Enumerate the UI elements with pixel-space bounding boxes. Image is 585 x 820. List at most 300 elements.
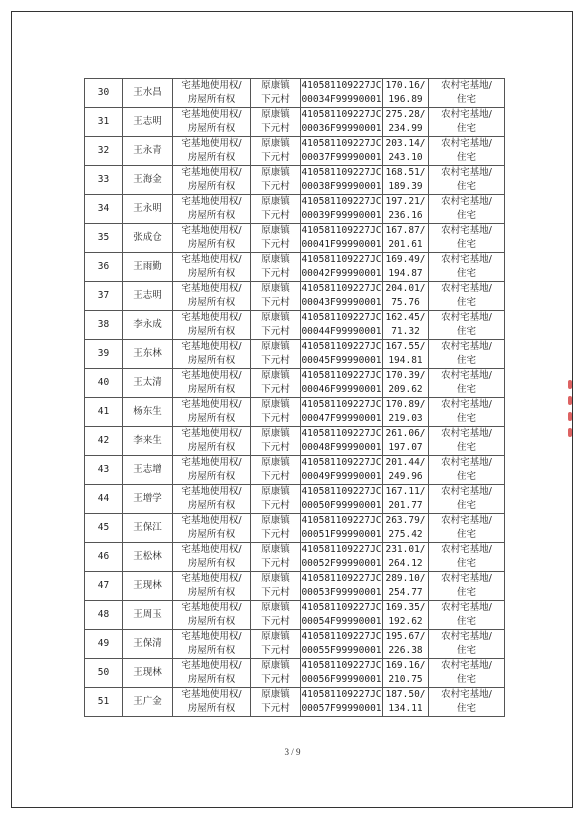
stamp-edge-mark	[568, 380, 574, 450]
table-row	[85, 514, 505, 543]
table-row	[85, 253, 505, 282]
right-type-line: 房屋所有权	[187, 558, 236, 569]
location-line: 下元村	[261, 152, 290, 163]
area-line: 167.55/	[385, 341, 426, 352]
area-line: 203.14/	[385, 138, 426, 149]
owner-name-cell: 王增学	[123, 485, 173, 514]
right-type-line: 房屋所有权	[187, 268, 236, 279]
right-type-line: 房屋所有权	[187, 384, 236, 395]
table-row	[85, 427, 505, 456]
area-cell	[383, 253, 429, 282]
location-line: 原康镇	[261, 399, 290, 410]
row-number-cell: 43	[85, 456, 123, 485]
land-use-line: 农村宅基地/	[441, 399, 492, 410]
location-line: 下元村	[261, 703, 290, 714]
area-line: 275.28/	[385, 109, 426, 120]
area-cell	[383, 572, 429, 601]
right-type-line: 房屋所有权	[187, 471, 236, 482]
location-cell	[251, 688, 301, 717]
area-line: 234.99	[388, 123, 423, 134]
unit-code-cell	[301, 514, 383, 543]
area-line: 264.12	[388, 558, 423, 569]
right-type-line: 房屋所有权	[187, 326, 236, 337]
owner-name-cell: 王雨勤	[123, 253, 173, 282]
location-line: 下元村	[261, 384, 290, 395]
row-number-cell: 31	[85, 108, 123, 137]
location-line: 下元村	[261, 239, 290, 250]
area-line: 195.67/	[385, 631, 426, 642]
location-cell	[251, 572, 301, 601]
area-cell	[383, 311, 429, 340]
right-type-line: 房屋所有权	[187, 674, 236, 685]
location-line: 原康镇	[261, 544, 290, 555]
unit-code-cell	[301, 166, 383, 195]
row-number-cell: 51	[85, 688, 123, 717]
unit-code-cell	[301, 311, 383, 340]
area-line: 197.21/	[385, 196, 426, 207]
land-use-line: 农村宅基地/	[441, 486, 492, 497]
table-row	[85, 688, 505, 717]
table-row	[85, 195, 505, 224]
area-line: 189.39	[388, 181, 423, 192]
right-type-line: 房屋所有权	[187, 355, 236, 366]
table-row	[85, 79, 505, 108]
row-number-cell: 41	[85, 398, 123, 427]
unit-code-line: 410581109227JC	[301, 428, 382, 439]
area-cell	[383, 601, 429, 630]
land-use-line: 住宅	[456, 529, 476, 540]
right-type-line: 房屋所有权	[187, 297, 236, 308]
table-row	[85, 543, 505, 572]
area-line: 71.32	[391, 326, 420, 337]
area-line: 75.76	[391, 297, 420, 308]
land-use-line: 住宅	[456, 210, 476, 221]
right-type-line: 房屋所有权	[187, 587, 236, 598]
location-line: 下元村	[261, 500, 290, 511]
row-number-cell: 44	[85, 485, 123, 514]
owner-name-cell: 王太清	[123, 369, 173, 398]
land-use-line: 住宅	[456, 471, 476, 482]
owner-name-cell: 王广金	[123, 688, 173, 717]
land-use-cell	[429, 369, 505, 398]
land-use-line: 农村宅基地/	[441, 370, 492, 381]
owner-name-cell: 王志明	[123, 108, 173, 137]
land-use-cell	[429, 224, 505, 253]
unit-code-line: 410581109227JC	[301, 660, 382, 671]
land-use-cell	[429, 340, 505, 369]
location-cell	[251, 659, 301, 688]
right-type-line: 房屋所有权	[187, 94, 236, 105]
unit-code-line: 00051F99990001	[301, 529, 382, 540]
location-line: 原康镇	[261, 138, 290, 149]
unit-code-cell	[301, 79, 383, 108]
area-line: 134.11	[388, 703, 423, 714]
row-number-cell: 46	[85, 543, 123, 572]
table-row	[85, 137, 505, 166]
table-row	[85, 630, 505, 659]
land-use-cell	[429, 311, 505, 340]
area-line: 243.10	[388, 152, 423, 163]
row-number-cell: 49	[85, 630, 123, 659]
land-use-line: 住宅	[456, 413, 476, 424]
area-line: 254.77	[388, 587, 423, 598]
register-table-body	[85, 79, 505, 717]
location-line: 原康镇	[261, 254, 290, 265]
right-type-line: 宅基地使用权/	[181, 399, 242, 410]
location-cell	[251, 485, 301, 514]
land-use-line: 农村宅基地/	[441, 544, 492, 555]
right-type-line: 宅基地使用权/	[181, 631, 242, 642]
unit-code-cell	[301, 456, 383, 485]
land-use-line: 住宅	[456, 442, 476, 453]
right-type-cell	[173, 543, 251, 572]
land-use-cell	[429, 427, 505, 456]
area-line: 261.06/	[385, 428, 426, 439]
owner-name-cell: 王保清	[123, 630, 173, 659]
area-line: 169.35/	[385, 602, 426, 613]
right-type-cell	[173, 166, 251, 195]
unit-code-line: 00057F99990001	[301, 703, 382, 714]
location-line: 原康镇	[261, 486, 290, 497]
land-use-line: 农村宅基地/	[441, 515, 492, 526]
right-type-line: 宅基地使用权/	[181, 167, 242, 178]
row-number-cell: 48	[85, 601, 123, 630]
land-use-line: 农村宅基地/	[441, 573, 492, 584]
land-use-line: 农村宅基地/	[441, 196, 492, 207]
land-use-line: 住宅	[456, 123, 476, 134]
unit-code-line: 00038F99990001	[301, 181, 382, 192]
land-use-line: 农村宅基地/	[441, 457, 492, 468]
table-row	[85, 659, 505, 688]
page-number: 3 / 9	[284, 747, 301, 757]
land-use-line: 住宅	[456, 616, 476, 627]
owner-name-cell: 王现林	[123, 659, 173, 688]
unit-code-line: 00041F99990001	[301, 239, 382, 250]
land-use-cell	[429, 630, 505, 659]
unit-code-cell	[301, 340, 383, 369]
location-cell	[251, 137, 301, 166]
table-row	[85, 282, 505, 311]
unit-code-line: 410581109227JC	[301, 138, 382, 149]
right-type-cell	[173, 311, 251, 340]
land-use-cell	[429, 108, 505, 137]
area-line: 169.49/	[385, 254, 426, 265]
right-type-line: 宅基地使用权/	[181, 138, 242, 149]
land-use-line: 住宅	[456, 674, 476, 685]
right-type-cell	[173, 659, 251, 688]
area-cell	[383, 369, 429, 398]
unit-code-cell	[301, 630, 383, 659]
location-line: 原康镇	[261, 689, 290, 700]
land-use-cell	[429, 166, 505, 195]
unit-code-line: 410581109227JC	[301, 196, 382, 207]
right-type-line: 房屋所有权	[187, 210, 236, 221]
land-use-cell	[429, 601, 505, 630]
unit-code-line: 410581109227JC	[301, 457, 382, 468]
land-use-cell	[429, 572, 505, 601]
area-line: 219.03	[388, 413, 423, 424]
location-line: 下元村	[261, 558, 290, 569]
location-line: 下元村	[261, 645, 290, 656]
area-cell	[383, 688, 429, 717]
row-number-cell: 33	[85, 166, 123, 195]
right-type-cell	[173, 224, 251, 253]
unit-code-line: 410581109227JC	[301, 283, 382, 294]
area-line: 167.87/	[385, 225, 426, 236]
land-use-line: 住宅	[456, 152, 476, 163]
right-type-line: 宅基地使用权/	[181, 486, 242, 497]
location-line: 原康镇	[261, 370, 290, 381]
unit-code-line: 410581109227JC	[301, 109, 382, 120]
right-type-line: 房屋所有权	[187, 239, 236, 250]
location-cell	[251, 311, 301, 340]
table-row	[85, 572, 505, 601]
land-use-line: 农村宅基地/	[441, 312, 492, 323]
land-use-line: 住宅	[456, 587, 476, 598]
right-type-line: 房屋所有权	[187, 152, 236, 163]
location-cell	[251, 340, 301, 369]
area-line: 201.77	[388, 500, 423, 511]
row-number-cell: 42	[85, 427, 123, 456]
location-cell	[251, 195, 301, 224]
unit-code-line: 00048F99990001	[301, 442, 382, 453]
land-use-cell	[429, 543, 505, 572]
unit-code-line: 00049F99990001	[301, 471, 382, 482]
location-cell	[251, 224, 301, 253]
right-type-line: 房屋所有权	[187, 442, 236, 453]
owner-name-cell: 王保江	[123, 514, 173, 543]
right-type-line: 宅基地使用权/	[181, 341, 242, 352]
row-number-cell: 45	[85, 514, 123, 543]
right-type-line: 宅基地使用权/	[181, 109, 242, 120]
right-type-cell	[173, 253, 251, 282]
right-type-cell	[173, 688, 251, 717]
location-line: 下元村	[261, 442, 290, 453]
unit-code-cell	[301, 137, 383, 166]
unit-code-line: 410581109227JC	[301, 689, 382, 700]
unit-code-cell	[301, 398, 383, 427]
right-type-line: 房屋所有权	[187, 529, 236, 540]
owner-name-cell: 王周玉	[123, 601, 173, 630]
location-line: 原康镇	[261, 602, 290, 613]
area-line: 169.16/	[385, 660, 426, 671]
area-cell	[383, 282, 429, 311]
land-use-line: 农村宅基地/	[441, 138, 492, 149]
unit-code-line: 00039F99990001	[301, 210, 382, 221]
unit-code-line: 410581109227JC	[301, 631, 382, 642]
right-type-cell	[173, 195, 251, 224]
right-type-cell	[173, 485, 251, 514]
area-cell	[383, 108, 429, 137]
unit-code-line: 00054F99990001	[301, 616, 382, 627]
unit-code-line: 00052F99990001	[301, 558, 382, 569]
right-type-line: 宅基地使用权/	[181, 573, 242, 584]
location-line: 下元村	[261, 181, 290, 192]
owner-name-cell: 王永明	[123, 195, 173, 224]
location-line: 原康镇	[261, 573, 290, 584]
right-type-cell	[173, 137, 251, 166]
row-number-cell: 32	[85, 137, 123, 166]
location-line: 下元村	[261, 94, 290, 105]
right-type-line: 宅基地使用权/	[181, 428, 242, 439]
table-row	[85, 166, 505, 195]
location-line: 原康镇	[261, 457, 290, 468]
land-use-line: 住宅	[456, 703, 476, 714]
land-use-line: 住宅	[456, 297, 476, 308]
right-type-line: 宅基地使用权/	[181, 457, 242, 468]
location-line: 原康镇	[261, 312, 290, 323]
land-use-cell	[429, 456, 505, 485]
right-type-line: 宅基地使用权/	[181, 283, 242, 294]
right-type-line: 宅基地使用权/	[181, 544, 242, 555]
location-cell	[251, 601, 301, 630]
area-line: 170.16/	[385, 80, 426, 91]
area-line: 194.87	[388, 268, 423, 279]
owner-name-cell: 张成仓	[123, 224, 173, 253]
location-line: 原康镇	[261, 80, 290, 91]
land-use-line: 农村宅基地/	[441, 225, 492, 236]
right-type-cell	[173, 572, 251, 601]
right-type-cell	[173, 398, 251, 427]
land-use-cell	[429, 659, 505, 688]
right-type-line: 宅基地使用权/	[181, 515, 242, 526]
location-line: 原康镇	[261, 515, 290, 526]
right-type-line: 房屋所有权	[187, 616, 236, 627]
row-number-cell: 39	[85, 340, 123, 369]
area-line: 209.62	[388, 384, 423, 395]
unit-code-line: 00043F99990001	[301, 297, 382, 308]
location-line: 下元村	[261, 616, 290, 627]
unit-code-line: 410581109227JC	[301, 573, 382, 584]
row-number-cell: 50	[85, 659, 123, 688]
owner-name-cell: 王水昌	[123, 79, 173, 108]
unit-code-line: 00053F99990001	[301, 587, 382, 598]
table-row	[85, 224, 505, 253]
land-use-line: 住宅	[456, 500, 476, 511]
location-line: 原康镇	[261, 631, 290, 642]
land-use-cell	[429, 282, 505, 311]
land-use-line: 农村宅基地/	[441, 631, 492, 642]
area-line: 170.39/	[385, 370, 426, 381]
unit-code-line: 00042F99990001	[301, 268, 382, 279]
right-type-line: 宅基地使用权/	[181, 602, 242, 613]
area-line: 187.50/	[385, 689, 426, 700]
unit-code-cell	[301, 224, 383, 253]
location-line: 下元村	[261, 587, 290, 598]
area-cell	[383, 543, 429, 572]
land-use-cell	[429, 398, 505, 427]
land-use-line: 农村宅基地/	[441, 602, 492, 613]
unit-code-line: 410581109227JC	[301, 602, 382, 613]
area-line: 231.01/	[385, 544, 426, 555]
land-use-line: 农村宅基地/	[441, 428, 492, 439]
owner-name-cell: 王东林	[123, 340, 173, 369]
location-cell	[251, 398, 301, 427]
row-number-cell: 40	[85, 369, 123, 398]
unit-code-line: 410581109227JC	[301, 312, 382, 323]
unit-code-line: 00034F99990001	[301, 94, 382, 105]
location-cell	[251, 369, 301, 398]
land-use-line: 住宅	[456, 268, 476, 279]
land-use-line: 住宅	[456, 558, 476, 569]
area-line: 168.51/	[385, 167, 426, 178]
unit-code-line: 410581109227JC	[301, 225, 382, 236]
unit-code-line: 410581109227JC	[301, 515, 382, 526]
right-type-line: 宅基地使用权/	[181, 370, 242, 381]
unit-code-line: 00037F99990001	[301, 152, 382, 163]
right-type-line: 房屋所有权	[187, 500, 236, 511]
area-cell	[383, 456, 429, 485]
property-register-table	[84, 78, 505, 717]
table-row	[85, 485, 505, 514]
unit-code-line: 410581109227JC	[301, 80, 382, 91]
land-use-line: 住宅	[456, 645, 476, 656]
area-line: 192.62	[388, 616, 423, 627]
area-cell	[383, 137, 429, 166]
table-row	[85, 108, 505, 137]
row-number-cell: 35	[85, 224, 123, 253]
unit-code-cell	[301, 572, 383, 601]
location-cell	[251, 282, 301, 311]
right-type-cell	[173, 601, 251, 630]
location-line: 原康镇	[261, 196, 290, 207]
unit-code-cell	[301, 427, 383, 456]
right-type-line: 宅基地使用权/	[181, 312, 242, 323]
area-line: 170.89/	[385, 399, 426, 410]
area-cell	[383, 195, 429, 224]
right-type-line: 宅基地使用权/	[181, 225, 242, 236]
area-line: 249.96	[388, 471, 423, 482]
area-line: 201.44/	[385, 457, 426, 468]
area-line: 204.01/	[385, 283, 426, 294]
area-line: 289.10/	[385, 573, 426, 584]
area-line: 197.07	[388, 442, 423, 453]
table-row	[85, 311, 505, 340]
unit-code-line: 410581109227JC	[301, 341, 382, 352]
land-use-line: 农村宅基地/	[441, 283, 492, 294]
area-cell	[383, 398, 429, 427]
location-line: 下元村	[261, 326, 290, 337]
location-line: 下元村	[261, 529, 290, 540]
location-cell	[251, 166, 301, 195]
location-cell	[251, 427, 301, 456]
location-line: 原康镇	[261, 341, 290, 352]
unit-code-line: 410581109227JC	[301, 167, 382, 178]
owner-name-cell: 王松林	[123, 543, 173, 572]
unit-code-cell	[301, 543, 383, 572]
row-number-cell: 47	[85, 572, 123, 601]
location-line: 下元村	[261, 297, 290, 308]
land-use-line: 住宅	[456, 94, 476, 105]
land-use-cell	[429, 137, 505, 166]
right-type-line: 房屋所有权	[187, 181, 236, 192]
area-line: 210.75	[388, 674, 423, 685]
land-use-line: 农村宅基地/	[441, 109, 492, 120]
location-line: 原康镇	[261, 283, 290, 294]
right-type-cell	[173, 340, 251, 369]
location-line: 下元村	[261, 674, 290, 685]
land-use-line: 住宅	[456, 326, 476, 337]
unit-code-line: 00045F99990001	[301, 355, 382, 366]
unit-code-line: 410581109227JC	[301, 254, 382, 265]
table-row	[85, 398, 505, 427]
area-cell	[383, 224, 429, 253]
unit-code-line: 00044F99990001	[301, 326, 382, 337]
row-number-cell: 34	[85, 195, 123, 224]
unit-code-cell	[301, 253, 383, 282]
unit-code-cell	[301, 108, 383, 137]
area-cell	[383, 659, 429, 688]
